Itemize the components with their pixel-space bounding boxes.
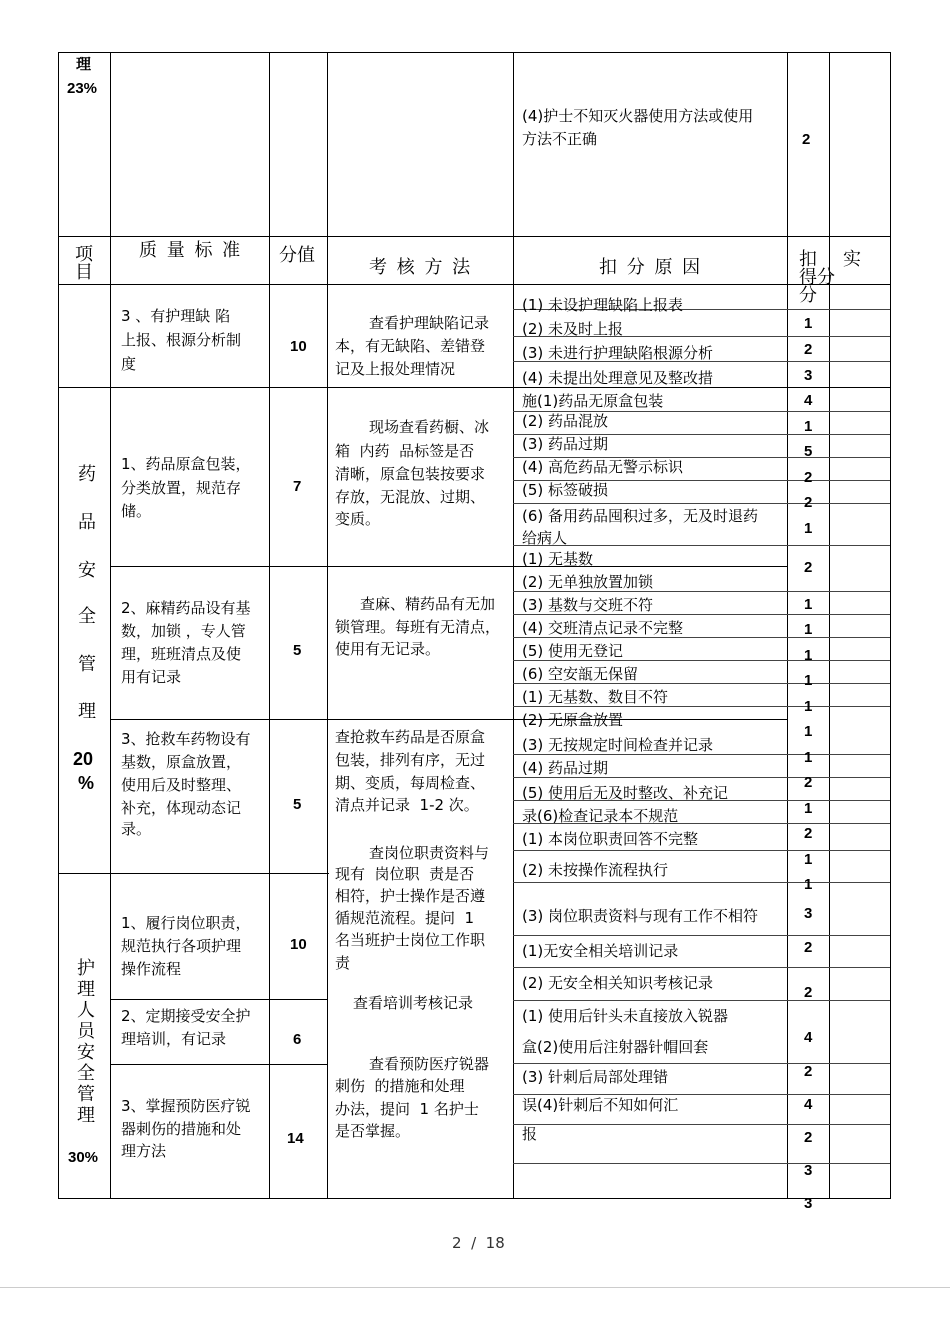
reason-text: 给病人 xyxy=(522,529,568,547)
reason-text: 施(1)药品无原盒包装 xyxy=(522,392,664,410)
table-row-line xyxy=(58,873,329,874)
standard-text: 理，班班清点及使 xyxy=(121,645,242,663)
reason-text: (2) 未及时上报 xyxy=(522,320,624,338)
reason-line xyxy=(513,1000,890,1001)
category-percent: 23% xyxy=(67,80,98,97)
table-col-line xyxy=(787,52,788,1199)
method-text: 名当班护士岗位工作职 xyxy=(335,931,486,949)
deduct-score: 1 xyxy=(804,647,813,664)
table-col-line xyxy=(327,52,328,1199)
category-label: 员 xyxy=(77,1021,95,1042)
header-item: 项 xyxy=(75,244,93,265)
deduct-score: 1 xyxy=(804,621,813,638)
reason-text: (1)无安全相关培训记录 xyxy=(522,942,679,960)
reason-text: 录(6)检查记录本不规范 xyxy=(522,807,679,825)
reason-text: 报 xyxy=(522,1125,538,1143)
reason-line xyxy=(513,503,890,504)
deduct-score: 2 xyxy=(804,494,813,511)
standard-text: 2、定期接受安全护 xyxy=(121,1007,251,1025)
reason-text: (2) 药品混放 xyxy=(522,412,609,430)
category-label: 安 xyxy=(77,1042,95,1063)
standard-text: 补充，体现动态记 xyxy=(121,799,242,817)
deduct-score: 4 xyxy=(804,1096,813,1113)
deduct-score: 2 xyxy=(804,469,813,486)
category-label: 管 xyxy=(78,654,96,675)
reason-text: (1) 本岗位职责回答不完整 xyxy=(522,830,699,848)
table-col-line xyxy=(269,52,270,1199)
method-text: 查看预防医疗锐器 xyxy=(369,1055,490,1073)
method-text: 本，有无缺陷、差错登 xyxy=(335,337,486,355)
reason-line xyxy=(513,1063,890,1064)
deduct-score: 2 xyxy=(804,341,813,358)
deduct-score: 1 xyxy=(804,672,813,689)
method-text: 办法，提问 1 名护士 xyxy=(335,1100,479,1118)
standard-text: 理培训，有记录 xyxy=(121,1030,227,1048)
category-label: 管 xyxy=(77,1084,95,1105)
category-label: 理 xyxy=(77,1105,95,1126)
standard-text: 储。 xyxy=(121,502,152,520)
method-text: 使用有无记录。 xyxy=(335,640,441,658)
standard-text: 操作流程 xyxy=(121,960,182,978)
reason-text: (3) 针刺后局部处理错 xyxy=(522,1068,669,1086)
reason-text: (3) 基数与交班不符 xyxy=(522,596,654,614)
header-method: 考 核 方 法 xyxy=(369,257,473,278)
deduct-score: 2 xyxy=(804,559,813,576)
deduct-score: 1 xyxy=(804,698,813,715)
standard-text: 上报、根源分析制 xyxy=(121,331,242,349)
deduct-score: 1 xyxy=(804,800,813,817)
category-label: 品 xyxy=(78,512,96,533)
header-points: 分值 xyxy=(279,245,315,266)
standard-text: 基数，原盒放置， xyxy=(121,753,242,771)
category-label: 全 xyxy=(77,1063,95,1084)
deduct-score: 3 xyxy=(804,1162,813,1179)
reason-text: (3) 无按规定时间检查并记录 xyxy=(522,736,714,754)
method-text: 存放，无混放、过期、 xyxy=(335,488,486,506)
table-border-left xyxy=(58,52,59,1199)
standard-text: 3 、有护理缺 陷 xyxy=(121,307,231,325)
method-text: 清点并记录 1-2 次。 xyxy=(335,796,479,814)
header-item: 目 xyxy=(75,262,93,283)
table-col-line xyxy=(829,52,830,1199)
category-label: 药 xyxy=(78,464,96,485)
reason-text: (4)护士不知灭火器使用方法或使用 xyxy=(522,107,754,125)
method-text: 变质。 xyxy=(335,510,381,528)
method-text: 箱 内药 品标签是否 xyxy=(335,442,475,460)
reason-text: 盒(2)使用后注射器针帽回套 xyxy=(522,1038,709,1056)
method-text: 是否掌握。 xyxy=(335,1122,411,1140)
points-value: 14 xyxy=(287,1130,304,1147)
reason-text: (6) 备用药品囤积过多，无及时退药 xyxy=(522,507,759,525)
deduct-score: 3 xyxy=(804,1195,813,1212)
points-value: 6 xyxy=(293,1031,302,1048)
method-text: 期、变质，每周检查、 xyxy=(335,774,486,792)
deduct-score: 1 xyxy=(804,851,813,868)
deduct-score: 1 xyxy=(804,749,813,766)
reason-text: (3) 未进行护理缺陷根源分析 xyxy=(522,344,714,362)
reason-text: (1) 使用后针头未直接放入锐器 xyxy=(522,1007,729,1025)
deduct-score: 2 xyxy=(804,774,813,791)
table-row-line xyxy=(58,284,891,285)
standard-text: 数，加锁 ，专人管 xyxy=(121,622,246,640)
deduct-score: 1 xyxy=(804,723,813,740)
table-row-line xyxy=(58,387,891,388)
category-label: 全 xyxy=(78,606,96,627)
table-row-line xyxy=(110,566,787,567)
standard-text: 2、麻精药品设有基 xyxy=(121,599,251,617)
reason-text: (4) 交班清点记录不完整 xyxy=(522,619,684,637)
deduct-score: 2 xyxy=(804,1129,813,1146)
standard-text: 使用后及时整理、 xyxy=(121,776,242,794)
deduct-score: 2 xyxy=(804,984,813,1001)
reason-line xyxy=(513,935,890,936)
method-text: 包装，排列有序，无过 xyxy=(335,751,486,769)
deduct-score: 1 xyxy=(804,315,813,332)
reason-text: (2) 无原盒放置 xyxy=(522,711,624,729)
reason-text: (4) 高危药品无警示标识 xyxy=(522,458,684,476)
category-label: 理 xyxy=(78,701,96,722)
table-border-bottom xyxy=(58,1198,891,1199)
reason-line xyxy=(513,1163,890,1164)
standard-text: 3、掌握预防医疗锐 xyxy=(121,1097,251,1115)
category-label: 护 xyxy=(77,958,95,979)
reason-text: (4) 药品过期 xyxy=(522,759,609,777)
standard-text: 1、履行岗位职责， xyxy=(121,914,251,932)
table-border-top xyxy=(58,52,891,53)
reason-line xyxy=(513,545,890,546)
reason-text: (3) 岗位职责资料与现有工作不相符 xyxy=(522,907,759,925)
deduct-score: 1 xyxy=(804,876,813,893)
reason-text: (5) 使用后无及时整改、补充记 xyxy=(522,784,729,802)
reason-text: (5) 使用无登记 xyxy=(522,642,624,660)
method-text: 查看护理缺陷记录 xyxy=(369,314,490,332)
footer-divider xyxy=(0,1287,950,1288)
category-label: 理 xyxy=(77,979,95,1000)
reason-text: (2) 无单独放置加锁 xyxy=(522,573,654,591)
deduct-score: 4 xyxy=(804,1029,813,1046)
table-col-line xyxy=(110,52,111,1199)
category-percent: 30% xyxy=(68,1149,99,1166)
header-actual: 实 xyxy=(843,249,861,270)
reason-line xyxy=(513,1124,890,1125)
category-label: 人 xyxy=(77,1000,95,1021)
reason-text: (5) 标签破损 xyxy=(522,481,609,499)
header-deduct: 分 xyxy=(799,285,817,306)
category-percent: % xyxy=(78,773,95,793)
method-text: 责 xyxy=(335,954,351,972)
method-text: 记及上报处理情况 xyxy=(335,360,456,378)
reason-text: (4) 未提出处理意见及整改措 xyxy=(522,369,714,387)
reason-text: (1) 无基数、数目不符 xyxy=(522,688,669,706)
standard-text: 用有记录 xyxy=(121,668,182,686)
header-deduct: 得分 xyxy=(799,267,835,288)
category-percent: 20 xyxy=(73,749,94,769)
standard-text: 度 xyxy=(121,355,137,373)
header-standard: 质 量 标 准 xyxy=(139,240,243,261)
category-label: 安 xyxy=(78,560,96,581)
table-row-line xyxy=(110,719,787,720)
standard-text: 录。 xyxy=(121,820,152,838)
reason-text: (2) 未按操作流程执行 xyxy=(522,861,669,879)
standard-text: 3、抢救车药物设有 xyxy=(121,730,251,748)
deduct-score: 1 xyxy=(804,596,813,613)
reason-line xyxy=(513,967,890,968)
page-number: 2 / 18 xyxy=(452,1234,505,1252)
reason-text: (3) 药品过期 xyxy=(522,435,609,453)
reason-line xyxy=(513,882,890,883)
deduct-score: 2 xyxy=(804,1063,813,1080)
points-value: 10 xyxy=(290,936,307,953)
method-text: 现场查看药橱、冰 xyxy=(369,418,490,436)
method-text: 查看培训考核记录 xyxy=(353,994,474,1012)
table-row-line xyxy=(110,1064,327,1065)
deduct-score: 2 xyxy=(802,131,811,148)
standard-text: 分类放置，规范存 xyxy=(121,479,242,497)
points-value: 10 xyxy=(290,338,307,355)
table-col-line xyxy=(513,52,514,1199)
method-text: 循规范流程。提问 1 xyxy=(335,909,475,927)
header-deduct: 扣 xyxy=(799,249,817,270)
method-text: 相符，护士操作是否遵 xyxy=(335,887,486,905)
standard-text: 规范执行各项护理 xyxy=(121,937,242,955)
reason-text: (1) 未设护理缺陷上报表 xyxy=(522,296,684,314)
method-text: 查麻、精药品有无加 xyxy=(360,595,496,613)
deduct-score: 3 xyxy=(804,905,813,922)
category-label: 理 xyxy=(76,56,92,73)
header-reason: 扣 分 原 因 xyxy=(599,257,703,278)
table-row-line xyxy=(110,999,327,1000)
reason-text: (6) 空安瓿无保留 xyxy=(522,665,639,683)
deduct-score: 1 xyxy=(804,418,813,435)
method-text: 查岗位职责资料与 xyxy=(369,844,490,862)
points-value: 7 xyxy=(293,478,302,495)
table-row-line xyxy=(58,236,891,237)
reason-text: 误(4)针刺后不知如何汇 xyxy=(522,1096,679,1114)
reason-line xyxy=(513,850,890,851)
deduct-score: 3 xyxy=(804,367,813,384)
method-text: 锁管理。每班有无清点， xyxy=(335,618,501,636)
deduct-score: 4 xyxy=(804,392,813,409)
reason-text: (2) 无安全相关知识考核记录 xyxy=(522,974,714,992)
deduct-score: 2 xyxy=(804,825,813,842)
deduct-score: 2 xyxy=(804,939,813,956)
deduct-score: 1 xyxy=(804,520,813,537)
standard-text: 1、药品原盒包装， xyxy=(121,455,251,473)
method-text: 清晰，原盒包装按要求 xyxy=(335,465,486,483)
points-value: 5 xyxy=(293,796,302,813)
table-border-right xyxy=(890,52,891,1199)
method-text: 查抢救车药品是否原盒 xyxy=(335,728,486,746)
standard-text: 器刺伤的措施和处 xyxy=(121,1120,242,1138)
points-value: 5 xyxy=(293,642,302,659)
method-text: 现有 岗位职 责是否 xyxy=(335,865,475,883)
deduct-score: 5 xyxy=(804,443,813,460)
reason-text: (1) 无基数 xyxy=(522,550,594,568)
standard-text: 理方法 xyxy=(121,1142,167,1160)
reason-text: 方法不正确 xyxy=(522,130,598,148)
method-text: 刺伤 的措施和处理 xyxy=(335,1077,465,1095)
